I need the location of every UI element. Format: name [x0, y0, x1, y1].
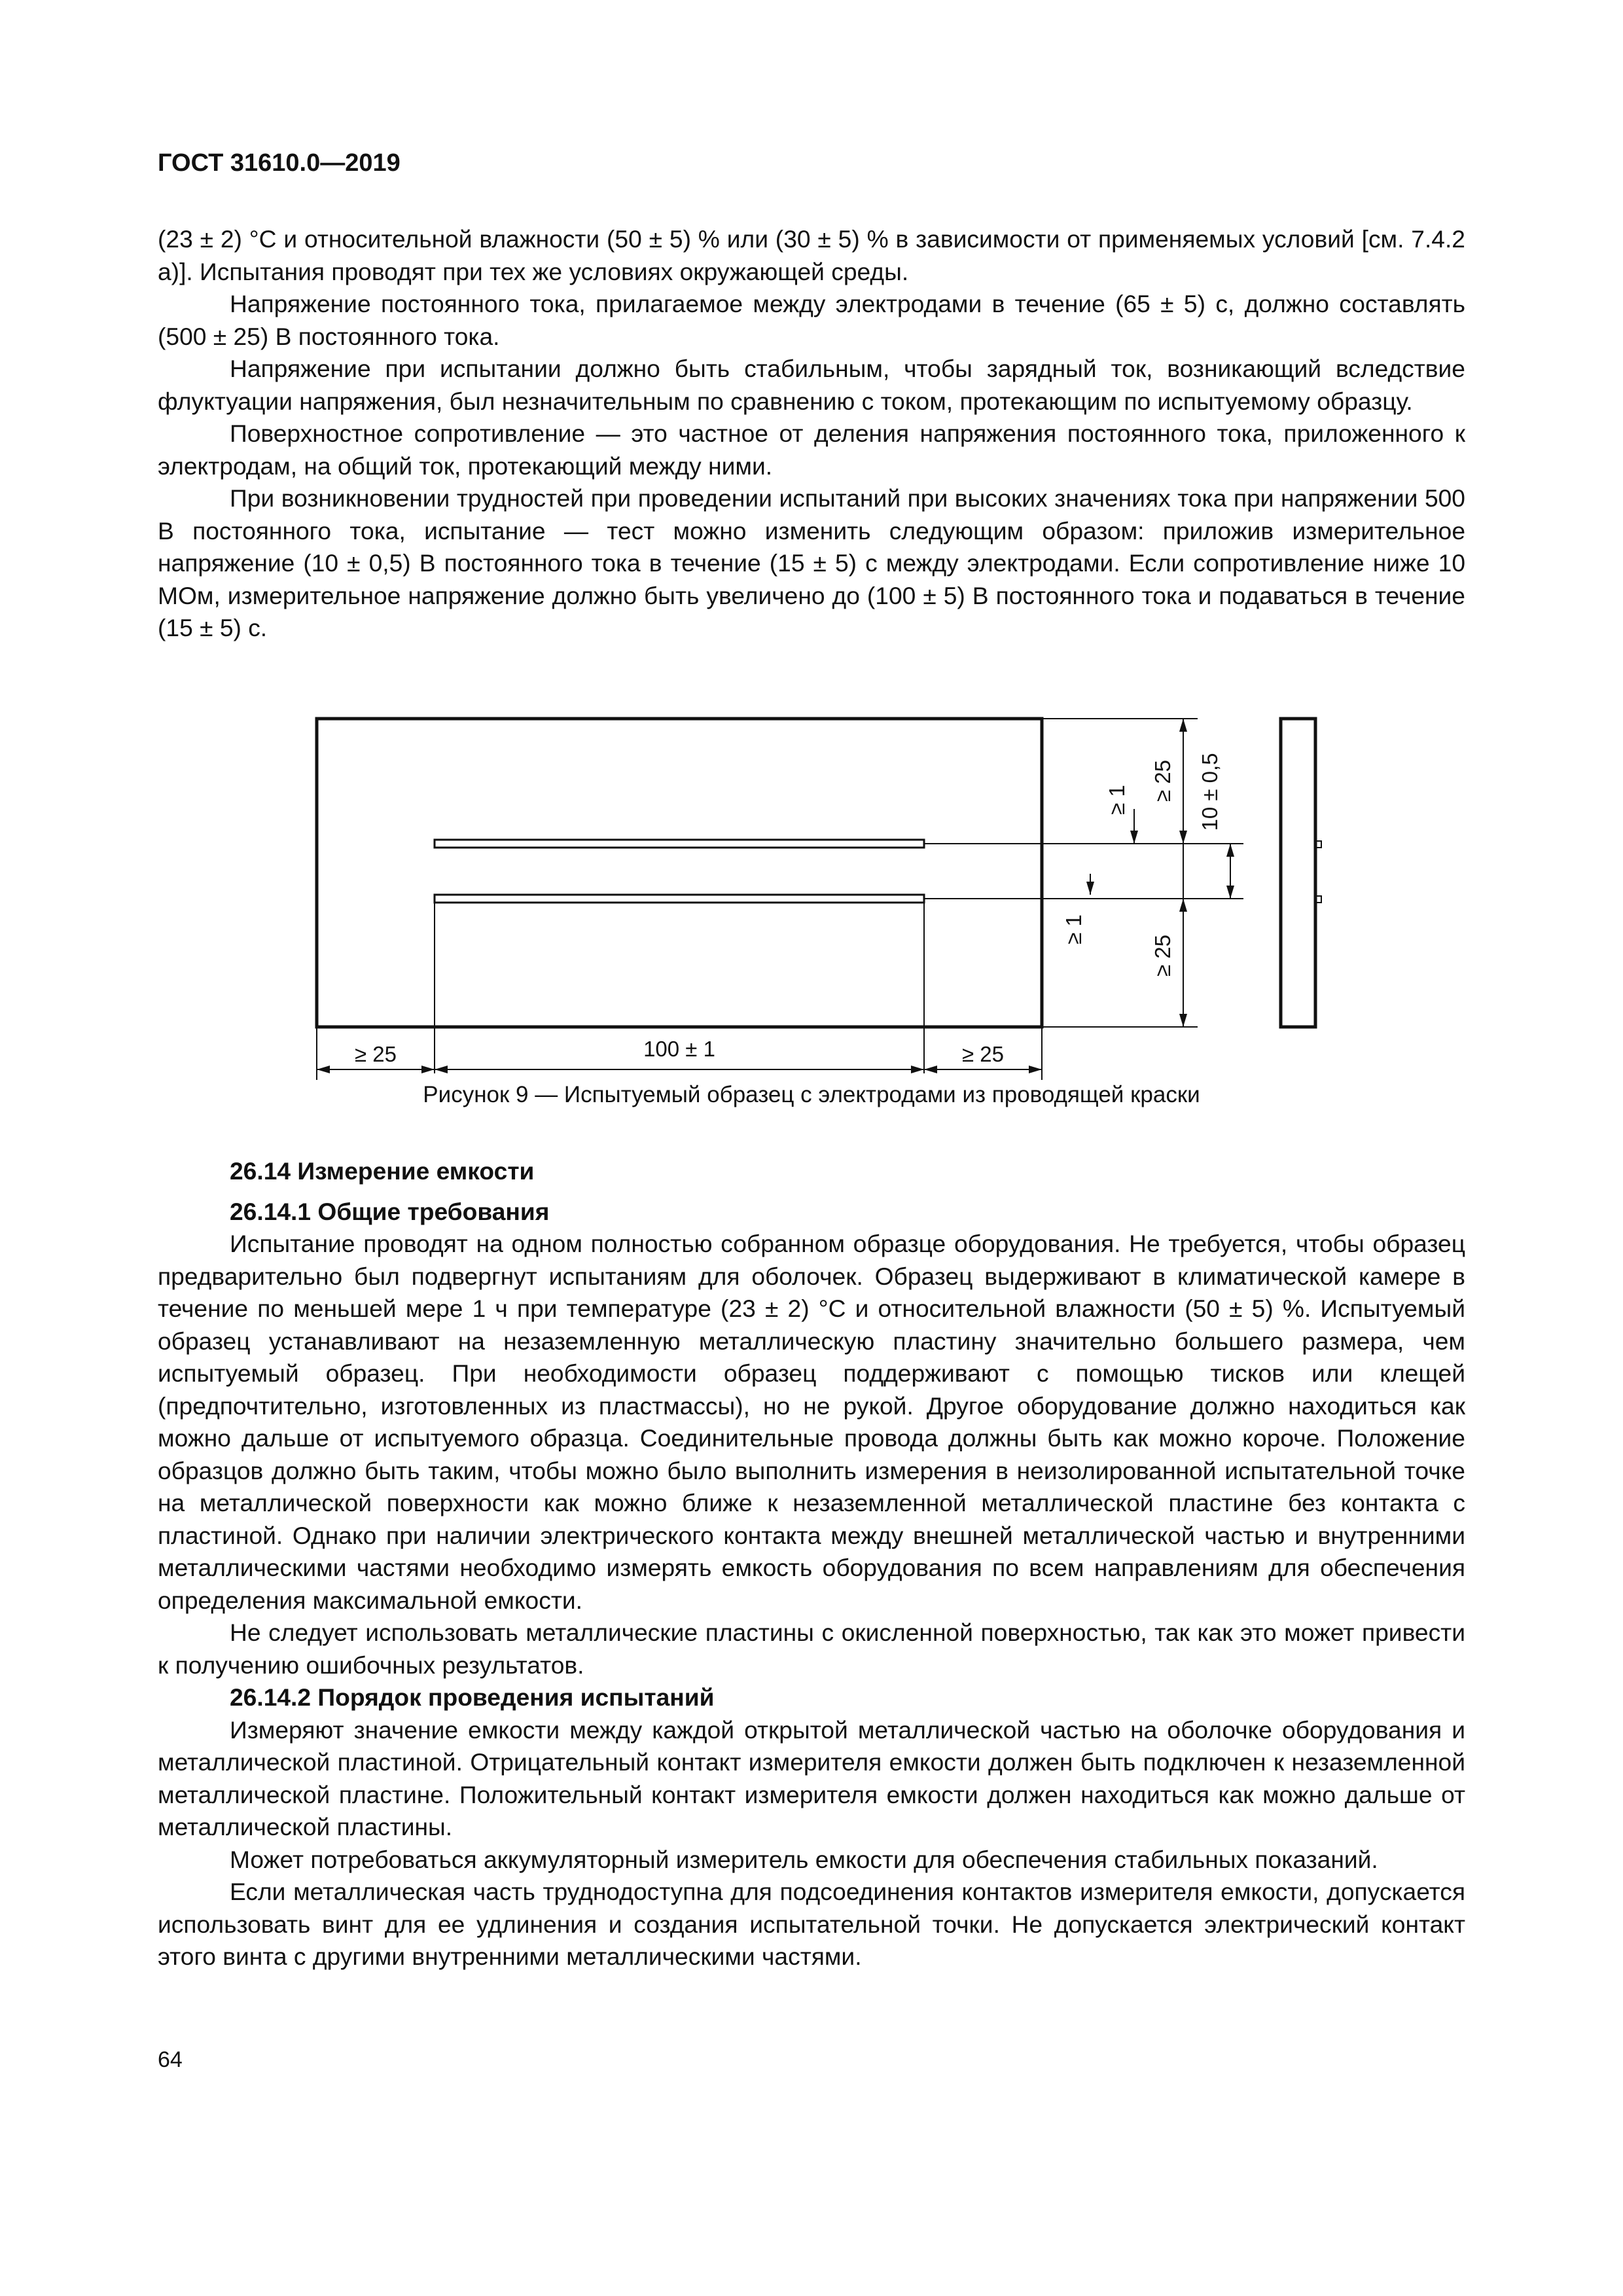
dim-upper-overhang: ≥ 1 — [1105, 785, 1129, 815]
figure-diagram — [0, 0, 1623, 1113]
paragraph: Измеряют значение емкости между каждой открытой металлической частью на оболочке оборудования и металлической пластиной. Отрицательный контакт измерителя емкости должен быть подключен к незаземленной металлической пластине. Положительный контакт измерителя емкости должен находиться как можно дальше от металлической пластины. — [158, 1715, 1465, 1840]
figure-caption: Рисунок 9 — Испытуемый образец с электродами из проводящей краски — [423, 1082, 1200, 1107]
paragraph: Может потребоваться аккумуляторный измеритель емкости для обеспечения стабильных показаний. — [230, 1845, 1378, 1873]
paragraph: Напряжение постоянного тока, прилагаемое между электродами в течение (65 ± 5) с, должно составлять (500 ± 25) В постоянного тока. — [158, 290, 1465, 350]
paragraph: Испытание проводят на одном полностью собранном образце оборудования. Не требуется, чтобы образец предварительно был подвергнут испытаниям для оболочек. Образец выдерживают в климатической камере в течение по меньшей мере 1 ч при температуре (23 ± 2) °С и относительной влажности (50 ± 5) %. Испытуемый образец устанавливают на незаземленную металлическую пластину значительно большего размера, чем испытуемый образец. При необходимости образец поддерживают с помощью тисков или клещей (предпочтительно, изготовленных из пластмассы), но не рукой. Другое оборудование должно находиться как можно дальше от испытуемого образца. Соединительные провода должны быть как можно короче. Положение образцов должно быть таким, чтобы можно было выполнить измерения в неизолированной испытательной точке на металлической поверхности как можно ближе к незаземленной металлической пластине без контакта с пластиной. Однако при наличии электрического контакта между внешней металлической частью и внутренними металлическими частями необходимо измерять емкость оборудования по всем направлениям для обеспечения определения максимальной емкости. — [158, 1230, 1465, 1614]
subsection-title: 26.14.1 Общие требования — [230, 1197, 550, 1225]
specimen-outline — [317, 719, 1042, 1027]
dim-bottom-margin: ≥ 25 — [1150, 935, 1175, 977]
upper-electrode — [435, 840, 924, 848]
paragraph: При возникновении трудностей при проведении испытаний при высоких значениях тока при напряжении 500 В постоянного тока, испытание — тест можно изменить следующим образом: приложив измерительное напряжение (10 ± 0,5) В постоянного тока в течение (15 ± 5) с между электродами. Если сопротивление ниже 10 МОм, измерительное напряжение должно быть увеличено до (100 ± 5) В постоянного тока и подаваться в течение (15 ± 5) с. — [158, 484, 1465, 641]
paragraph: Поверхностное сопротивление — это частное от деления напряжения постоянного тока, приложенного к электродам, на общий ток, протекающий между ними. — [158, 420, 1465, 480]
page-header: ГОСТ 31610.0—2019 — [158, 149, 401, 177]
lower-electrode — [435, 895, 924, 903]
paragraph: Если металлическая часть труднодоступна для подсоединения контактов измерителя емкости, допускается использовать винт для ее удлинения и создания испытательной точки. Не допускается электрический контакт этого винта с другими внутренними металлическими частями. — [158, 1878, 1465, 1970]
dim-gap: 10 ± 0,5 — [1198, 753, 1222, 831]
dim-length: 100 ± 1 — [643, 1037, 715, 1061]
section-26-14 — [158, 1155, 1465, 1973]
specimen-side-view — [1281, 719, 1315, 1027]
paragraph: Не следует использовать металлические пластины с окисленной поверхностью, так как это может привести к получению ошибочных результатов. — [158, 1619, 1465, 1679]
page-number: 64 — [158, 2047, 183, 2072]
subsection-title: 26.14.2 Порядок проведения испытаний — [230, 1683, 715, 1711]
paragraph: Напряжение при испытании должно быть стабильным, чтобы зарядный ток, возникающий вследствие флуктуации напряжения, был незначительным по сравнению с током, протекающим по испытуемому образцу. — [158, 355, 1465, 415]
dim-left-margin: ≥ 25 — [355, 1042, 397, 1066]
paragraph: (23 ± 2) °С и относительной влажности (50 ± 5) % или (30 ± 5) % в зависимости от применяемых условий [см. 7.4.2 а)]. Испытания проводят при тех же условиях окружающей среды. — [158, 225, 1465, 285]
dim-top-margin: ≥ 25 — [1150, 760, 1175, 802]
section-title: 26.14 Измерение емкости — [230, 1157, 535, 1185]
dim-right-margin: ≥ 25 — [962, 1042, 1004, 1066]
dim-lower-overhang: ≥ 1 — [1061, 914, 1086, 944]
